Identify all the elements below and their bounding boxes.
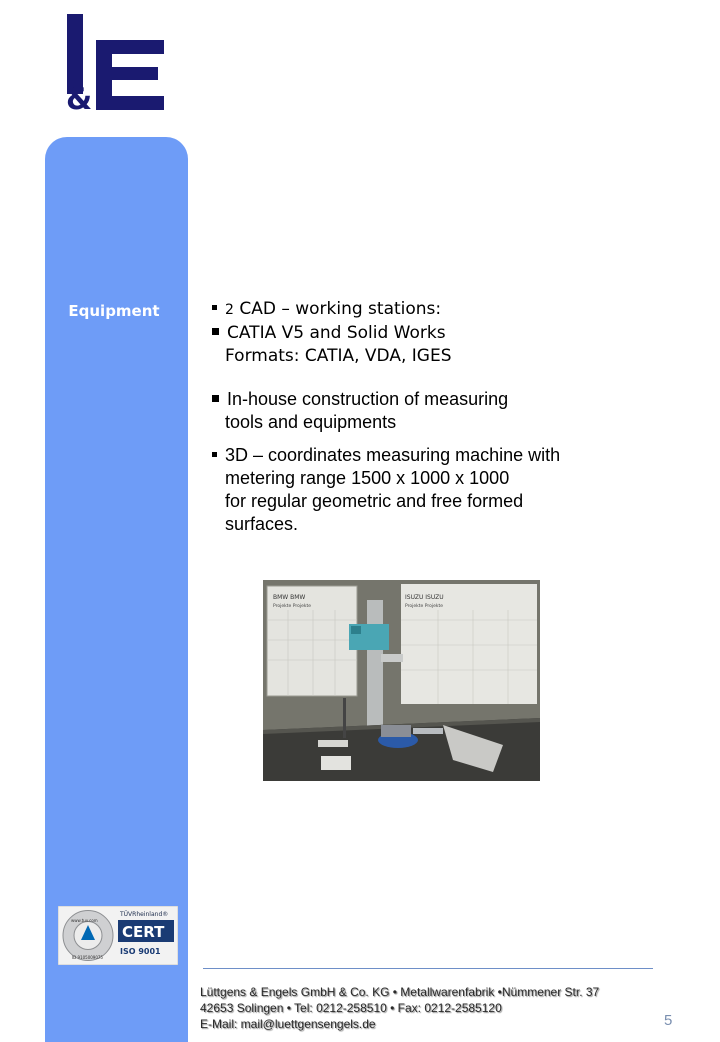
sign-left: BMW BMW (273, 594, 306, 601)
equipment-list (212, 298, 672, 536)
bullet-icon (212, 395, 219, 402)
bullet-icon (212, 328, 219, 335)
sign-right-sub: Projekte Projekte (405, 604, 444, 609)
bullet-icon (212, 452, 217, 457)
list-subtext: metering range 1500 x 1000 x 1000 (225, 468, 510, 488)
sidebar-label: Equipment (68, 302, 160, 320)
cert-id: ID 9105009075 (72, 955, 103, 960)
footer-divider (203, 968, 653, 969)
list-item: In-house construction of measuring (212, 388, 672, 411)
sign-right: ISUZU ISUZU (405, 594, 444, 601)
footer-line: 42653 Solingen • Tel: 0212-258510 • Fax: 0212-2585120 (200, 1001, 502, 1015)
cert-brand: TÜVRheinland® (120, 911, 169, 918)
sign-left-sub: Projekte Projekte (273, 604, 312, 609)
list-item: CATIA V5 and Solid Works (212, 322, 672, 345)
measuring-machine-photo (263, 580, 540, 781)
page-number: 5 (664, 1012, 673, 1029)
list-subtext: surfaces. (225, 514, 299, 534)
footer-address (200, 984, 599, 1032)
cert-standard: ISO 9001 (120, 947, 161, 956)
footer-line: Lüttgens & Engels GmbH & Co. KG • Metallwarenfabrik •Nümmener Str. 37 (200, 985, 600, 999)
cert-title: CERT (122, 923, 165, 941)
tuv-certification-badge (58, 906, 178, 965)
cert-url: www.tuv.com (71, 918, 98, 923)
bullet-icon (212, 305, 217, 310)
list-subtext: Formats: CATIA, VDA, IGES (225, 346, 452, 366)
list-subtext: for regular geometric and free formed (225, 491, 524, 511)
footer-email: E-Mail: mail@luettgensengels.de (200, 1017, 376, 1031)
list-subtext: tools and equipments (225, 412, 397, 432)
logo-ampersand: & (66, 82, 93, 112)
list-item: 3D – coordinates measuring machine with (212, 444, 672, 467)
list-item: 2 CAD – working stations: (212, 298, 672, 322)
company-logo (62, 12, 166, 112)
